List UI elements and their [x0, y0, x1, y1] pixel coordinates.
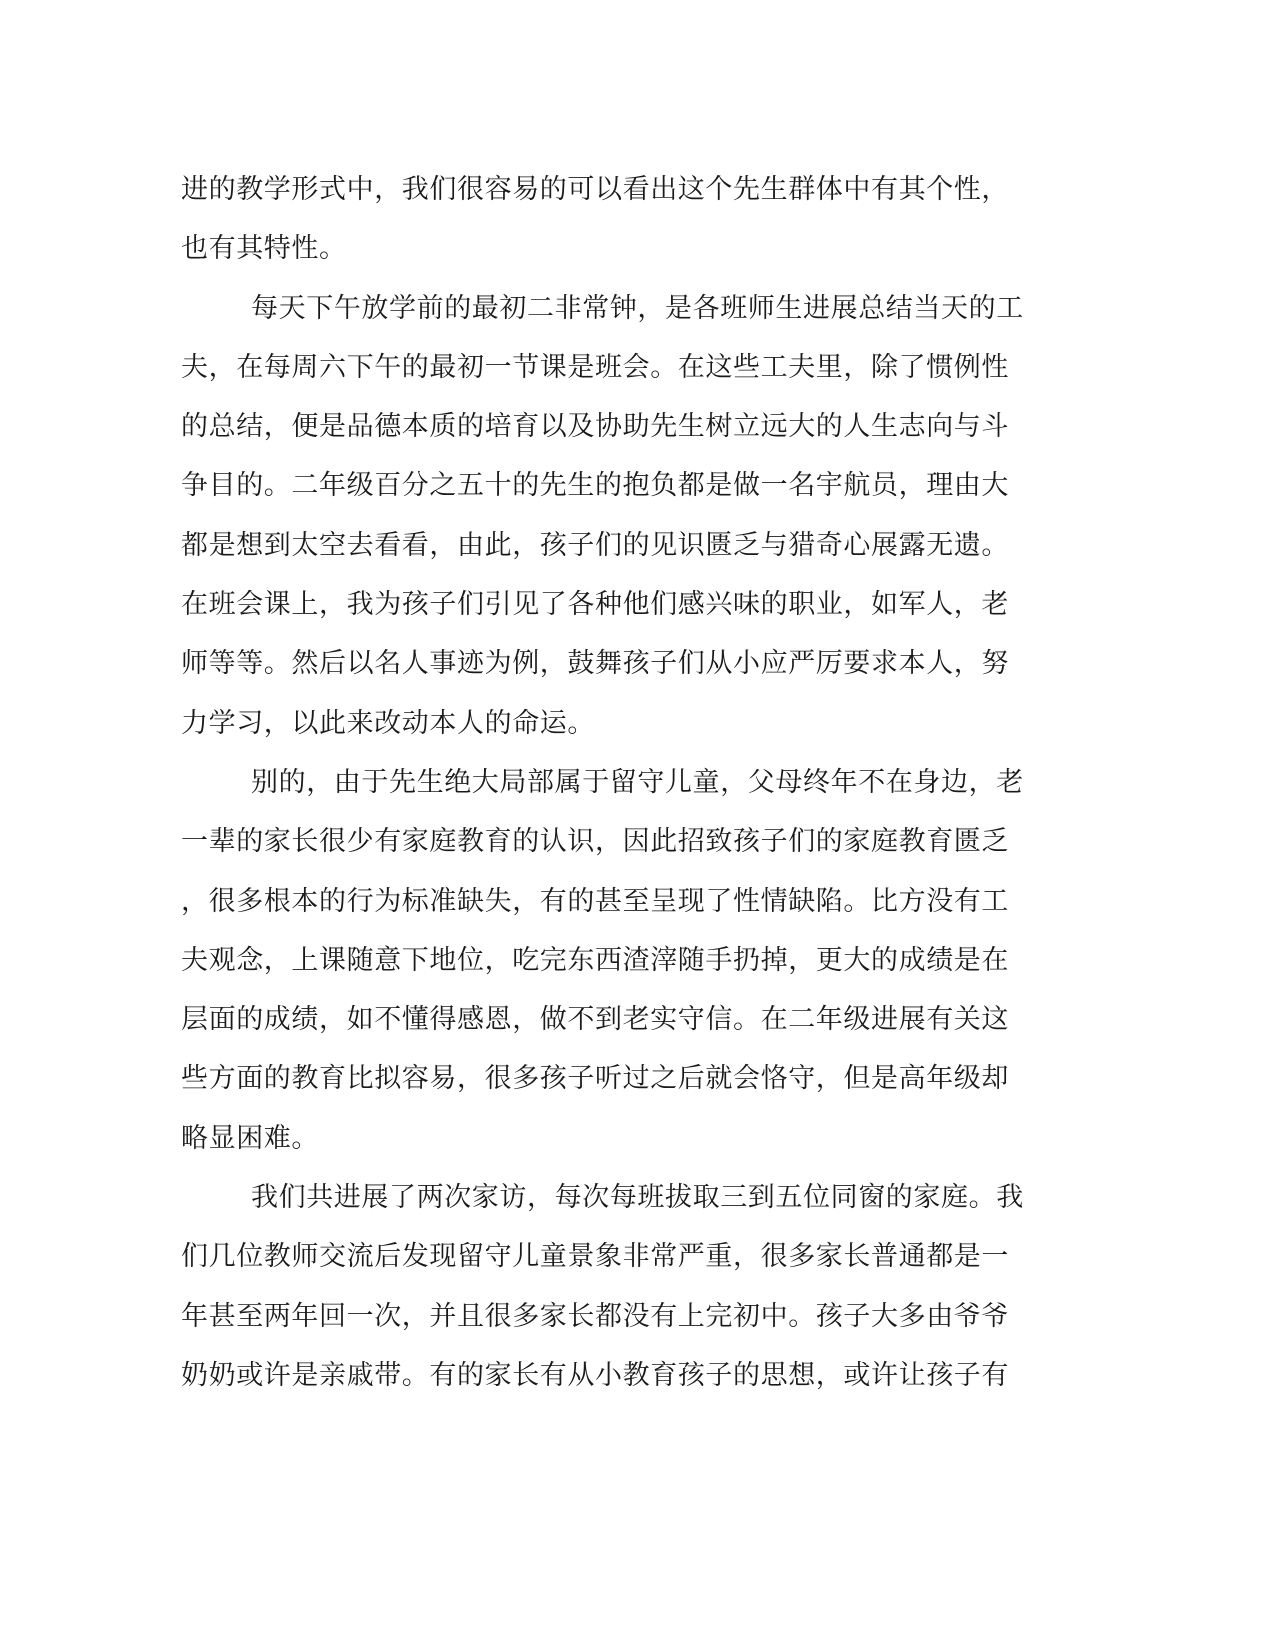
- text-line: 略显困难。: [181, 1122, 319, 1154]
- text-line: 的总结，便是品德本质的培育以及协助先生树立远大的人生志向与斗: [181, 411, 1009, 443]
- text-line: 夫，在每周六下午的最初一节课是班会。在这些工夫里，除了惯例性: [181, 351, 1009, 383]
- text-line: 夫观念，上课随意下地位，吃完东西渣滓随手扔掉，更大的成绩是在: [181, 944, 1009, 976]
- text-line: 争目的。二年级百分之五十的先生的抱负都是做一名宇航员，理由大: [181, 470, 1009, 502]
- paragraph-first-line: 别的，由于先生绝大局部属于留守儿童，父母终年不在身边，老: [251, 766, 1024, 798]
- paragraph-first-line: 我们共进展了两次家访，每次每班拔取三到五位同窗的家庭。我: [251, 1182, 1024, 1214]
- text-line: 也有其特性。: [181, 233, 347, 265]
- text-line: 些方面的教育比拟容易，很多孩子听过之后就会恪守，但是高年级却: [181, 1063, 1009, 1095]
- text-line: ，很多根本的行为标准缺失，有的甚至呈现了性情缺陷。比方没有工: [181, 885, 1009, 917]
- text-line: 层面的成绩，如不懂得感恩，做不到老实守信。在二年级进展有关这: [181, 1004, 1009, 1036]
- text-line: 进的教学形式中，我们很容易的可以看出这个先生群体中有其个性，: [181, 174, 1009, 205]
- text-line: 们几位教师交流后发现留守儿童景象非常严重，很多家长普通都是一: [181, 1241, 1009, 1273]
- text-line: 奶奶或许是亲戚带。有的家长有从小教育孩子的思想，或许让孩子有: [181, 1359, 1009, 1391]
- text-line: 在班会课上，我为孩子们引见了各种他们感兴味的职业，如军人，老: [181, 589, 1009, 621]
- text-line: 年甚至两年回一次，并且很多家长都没有上完初中。孩子大多由爷爷: [181, 1300, 1009, 1332]
- text-line: 一辈的家长很少有家庭教育的认识，因此招致孩子们的家庭教育匮乏: [181, 826, 1009, 858]
- text-line: 都是想到太空去看看，由此，孩子们的见识匮乏与猎奇心展露无遗。: [181, 529, 1009, 561]
- text-line: 力学习，以此来改动本人的命运。: [181, 707, 595, 739]
- text-line: 师等等。然后以名人事迹为例，鼓舞孩子们从小应严厉要求本人，努: [181, 648, 1009, 680]
- paragraph-first-line: 每天下午放学前的最初二非常钟，是各班师生进展总结当天的工: [251, 292, 1024, 324]
- document-body: [181, 160, 1051, 1405]
